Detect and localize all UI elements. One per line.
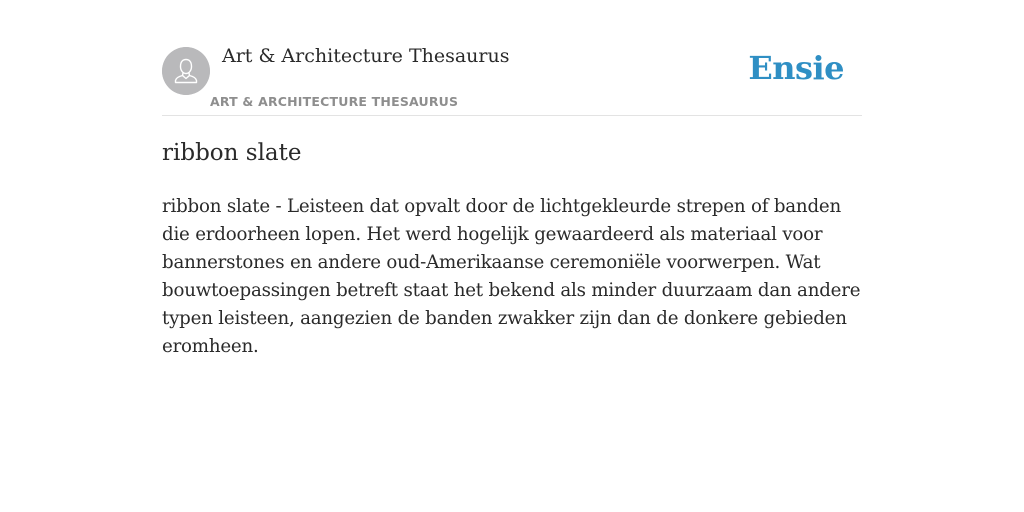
- user-silhouette-icon: [162, 47, 210, 95]
- source-subtitle[interactable]: ART & ARCHITECTURE THESAURUS: [210, 94, 459, 109]
- entry-term: ribbon slate: [162, 140, 302, 166]
- brand-logo[interactable]: Ensie: [748, 49, 844, 87]
- entry-header: [162, 0, 862, 116]
- entry-card: [162, 0, 862, 357]
- source-title[interactable]: Art & Architecture Thesaurus: [222, 45, 510, 67]
- avatar[interactable]: [162, 47, 210, 95]
- entry-definition: ribbon slate - Leisteen dat opvalt door de lichtgekleurde strepen of banden die erdoorheen lopen. Het werd hogelijk gewaardeerd als materiaal voor bannerstones en andere oud-Amerikaanse ceremoniële voorwerpen. Wat bouwtoepassingen betreft staat het bekend als minder duurzaam dan andere typen leisteen, aangezien de banden zwakker zijn dan de donkere gebieden eromheen.: [162, 196, 861, 357]
